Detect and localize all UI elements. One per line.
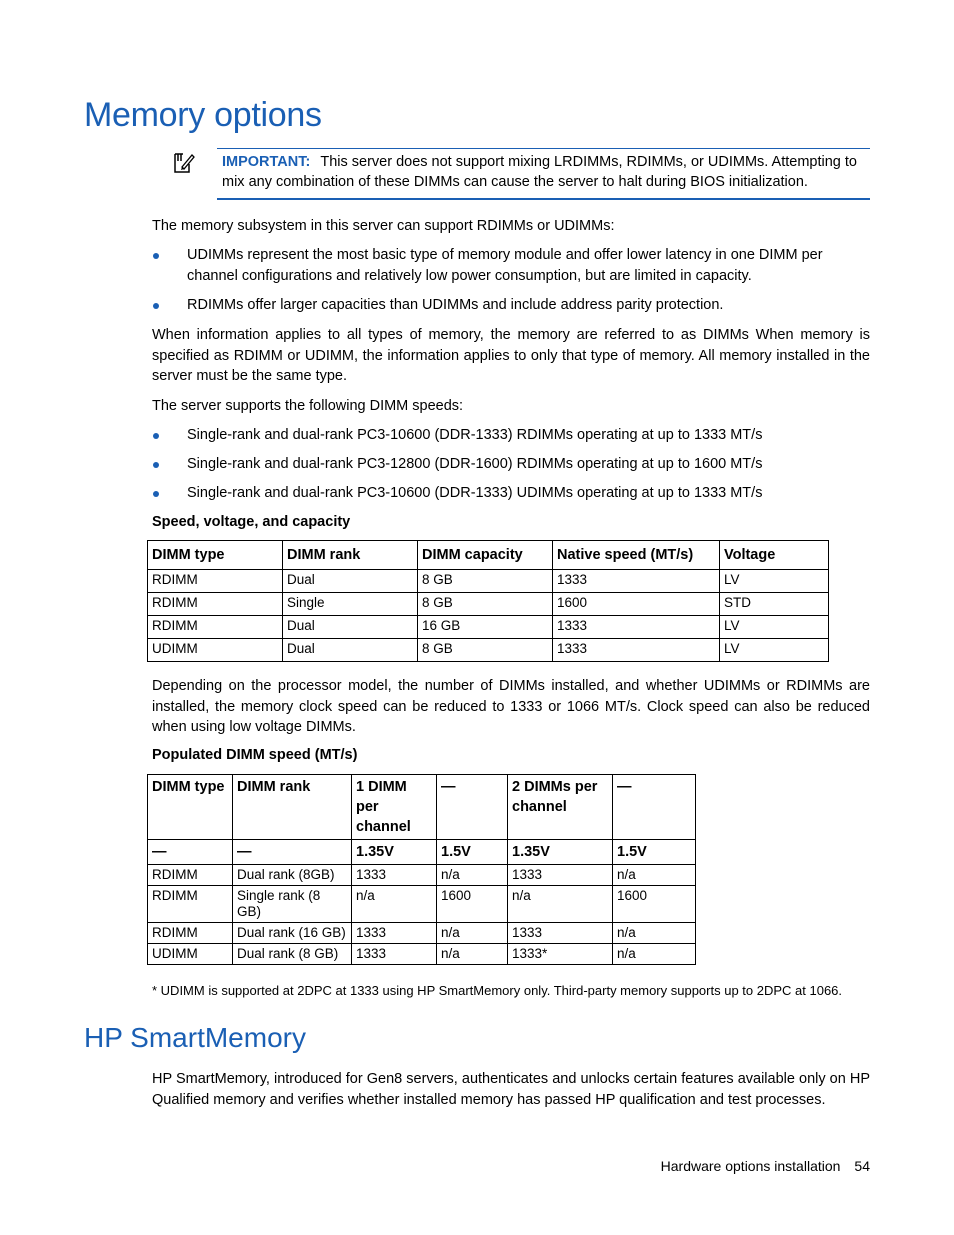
table-cell: 8 GB — [418, 570, 553, 593]
table-subheader-row — [148, 840, 696, 865]
table-row — [148, 865, 696, 886]
column-header: 1 DIMM per channel — [352, 775, 437, 840]
table-cell: RDIMM — [148, 593, 283, 616]
table-cell: UDIMM — [148, 944, 233, 965]
important-text: This server does not support mixing LRDIMMs, RDIMMs, or UDIMMs. Attempting to mix any combination of these DIMMs can cause the server to halt during BIOS initialization. — [222, 154, 857, 190]
table-cell: n/a — [437, 865, 508, 886]
list-item: UDIMMs represent the most basic type of memory module and offer lower latency in one DIMM per channel configurations and relatively low power consumption, but are limited in capacity. — [152, 245, 870, 287]
populated-dimm-speed-table — [147, 774, 696, 965]
important-top-rule — [217, 148, 870, 149]
column-subheader: 1.35V — [352, 840, 437, 865]
table-cell: 1333 — [352, 923, 437, 944]
table-cell: RDIMM — [148, 570, 283, 593]
table-cell: STD — [720, 593, 829, 616]
table-cell: n/a — [437, 923, 508, 944]
table-row — [148, 886, 696, 923]
table-cell: 1333* — [508, 944, 613, 965]
table-cell: Dual — [283, 570, 418, 593]
table2-footnote: * UDIMM is supported at 2DPC at 1333 using HP SmartMemory only. Third-party memory supports up to 2DPC at 1066. — [152, 983, 843, 998]
table-cell: RDIMM — [148, 923, 233, 944]
table-cell: n/a — [508, 886, 613, 923]
column-subheader: — — [233, 840, 352, 865]
column-header: — — [613, 775, 696, 840]
bullet-dot — [153, 462, 159, 468]
table-row — [148, 944, 696, 965]
important-note-icon — [172, 150, 196, 176]
page-number: 54 — [854, 1158, 870, 1174]
bullet-dot — [153, 433, 159, 439]
table-cell: Dual rank (16 GB) — [233, 923, 352, 944]
important-bottom-rule — [217, 198, 870, 200]
table-cell: n/a — [352, 886, 437, 923]
column-subheader: 1.5V — [613, 840, 696, 865]
table1-caption: Speed, voltage, and capacity — [152, 514, 351, 530]
table-row — [148, 593, 829, 616]
table-cell: n/a — [613, 944, 696, 965]
table-row — [148, 639, 829, 662]
table-cell: 1600 — [613, 886, 696, 923]
column-header: DIMM capacity — [418, 541, 553, 570]
table-cell: 1333 — [553, 639, 720, 662]
table-cell: n/a — [437, 944, 508, 965]
table-cell: 1600 — [553, 593, 720, 616]
table-cell: 8 GB — [418, 639, 553, 662]
column-subheader: — — [148, 840, 233, 865]
table-cell: n/a — [613, 923, 696, 944]
table-cell: Single rank (8 GB) — [233, 886, 352, 923]
column-header: DIMM type — [148, 541, 283, 570]
table2-caption: Populated DIMM speed (MT/s) — [152, 747, 358, 763]
section-title-smartmemory: HP SmartMemory — [84, 1022, 306, 1053]
list-item: Single-rank and dual-rank PC3-12800 (DDR-1600) RDIMMs operating at up to 1600 MT/s — [152, 454, 870, 475]
bullet-dot — [153, 491, 159, 497]
column-header: Voltage — [720, 541, 829, 570]
table-cell: Dual rank (8 GB) — [233, 944, 352, 965]
list-item: Single-rank and dual-rank PC3-10600 (DDR-1333) RDIMMs operating at up to 1333 MT/s — [152, 425, 870, 446]
table-cell: n/a — [613, 865, 696, 886]
table-cell: LV — [720, 570, 829, 593]
column-subheader: 1.5V — [437, 840, 508, 865]
table-cell: Dual — [283, 616, 418, 639]
table-cell: RDIMM — [148, 616, 283, 639]
table-row — [148, 616, 829, 639]
column-header: DIMM type — [148, 775, 233, 840]
table-cell: RDIMM — [148, 886, 233, 923]
bullet-dot — [153, 303, 159, 309]
column-subheader: 1.35V — [508, 840, 613, 865]
bullet-dot — [153, 253, 159, 259]
speeds-intro: The server supports the following DIMM speeds: — [152, 398, 464, 414]
column-header: Native speed (MT/s) — [553, 541, 720, 570]
info-paragraph: When information applies to all types of memory, the memory are referred to as DIMMs When memory is specified as RDIMM or UDIMM, the information applies to only that type of memory. All memory installed in the server must be the same type. — [152, 327, 870, 384]
smartmemory-paragraph: HP SmartMemory, introduced for Gen8 servers, authenticates and unlocks certain features available only on HP Qualified memory and verifies whether installed memory has passed HP qualification and test processes. — [152, 1071, 870, 1108]
column-header: DIMM rank — [233, 775, 352, 840]
table-cell: LV — [720, 639, 829, 662]
page-title: Memory options — [84, 96, 322, 134]
table-header-row — [148, 775, 696, 840]
table-header-row — [148, 541, 829, 570]
table-cell: 1333 — [352, 944, 437, 965]
important-note — [222, 152, 870, 192]
column-header: 2 DIMMs per channel — [508, 775, 613, 840]
table-cell: 1333 — [508, 923, 613, 944]
table-cell: UDIMM — [148, 639, 283, 662]
table-cell: 1333 — [553, 616, 720, 639]
table-cell: Dual — [283, 639, 418, 662]
table-cell: 1600 — [437, 886, 508, 923]
table-cell: 1333 — [352, 865, 437, 886]
table-row — [148, 923, 696, 944]
list-item: Single-rank and dual-rank PC3-10600 (DDR-1333) UDIMMs operating at up to 1333 MT/s — [152, 483, 870, 504]
footer-chapter: Hardware options installation — [660, 1158, 841, 1174]
list-item: RDIMMs offer larger capacities than UDIMMs and include address parity protection. — [152, 295, 870, 316]
table-cell: 16 GB — [418, 616, 553, 639]
table-row — [148, 570, 829, 593]
table-cell: Dual rank (8GB) — [233, 865, 352, 886]
intro-paragraph: The memory subsystem in this server can support RDIMMs or UDIMMs: — [152, 218, 615, 234]
column-header: — — [437, 775, 508, 840]
page-footer — [661, 1158, 870, 1174]
important-label: IMPORTANT: — [222, 154, 311, 170]
table-cell: 1333 — [508, 865, 613, 886]
table-cell: 1333 — [553, 570, 720, 593]
table-cell: Single — [283, 593, 418, 616]
clock-speed-paragraph: Depending on the processor model, the number of DIMMs installed, and whether UDIMMs or RDIMMs are installed, the memory clock speed can be reduced to 1333 or 1066 MT/s. Clock speed can also be reduced when using low voltage DIMMs. — [152, 678, 870, 735]
speed-voltage-capacity-table — [147, 540, 829, 662]
column-header: DIMM rank — [283, 541, 418, 570]
table-cell: RDIMM — [148, 865, 233, 886]
table-cell: LV — [720, 616, 829, 639]
table-cell: 8 GB — [418, 593, 553, 616]
